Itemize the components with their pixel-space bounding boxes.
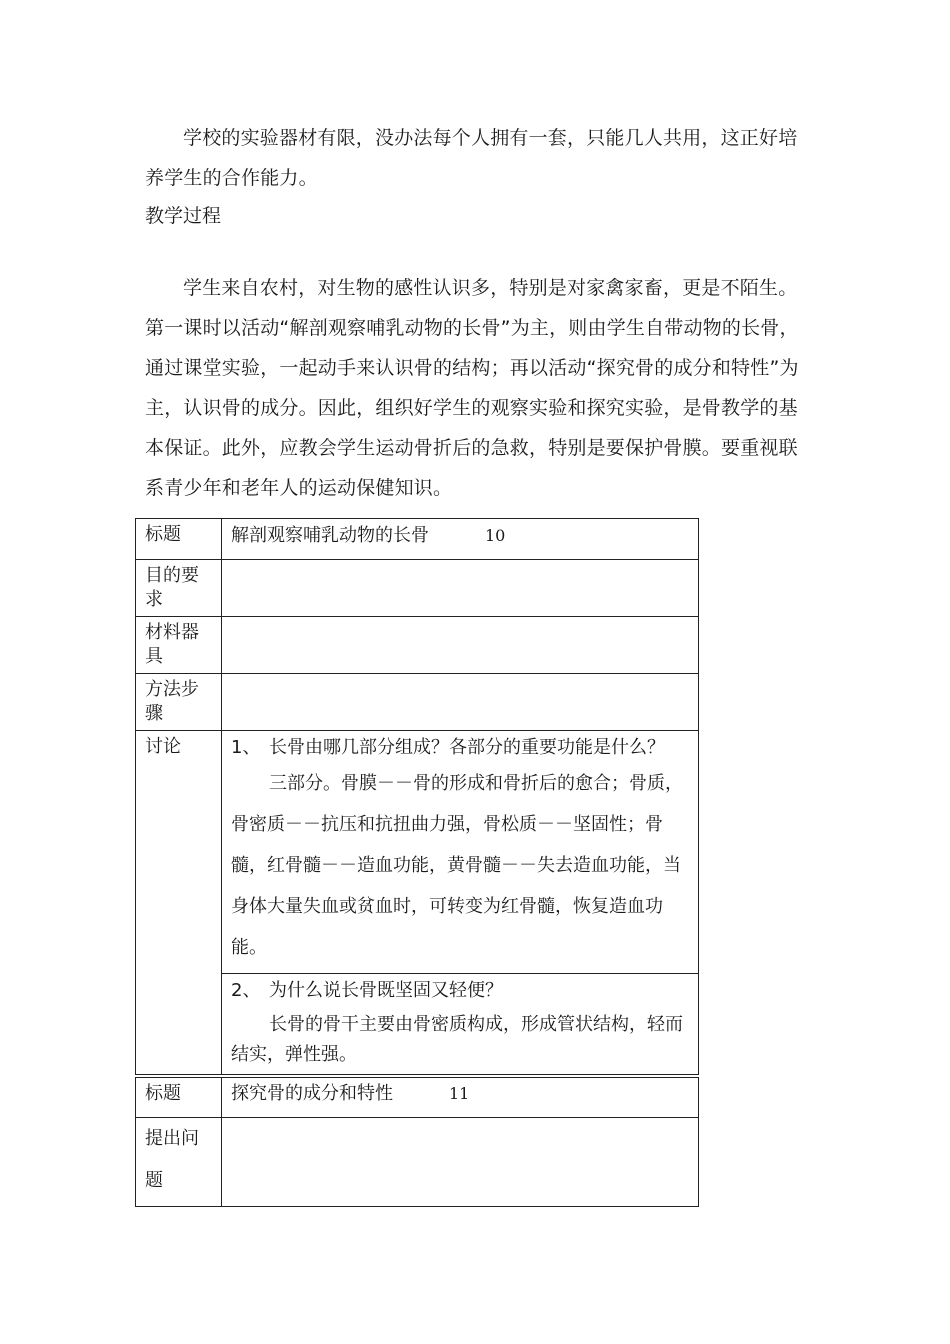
intro-paragraph-2: 学生来自农村，对生物的感性认识多，特别是对家禽家畜，更是不陌生。第一课时以活动“解剖观察哺乳动物的长骨”为主，则由学生自带动物的长骨，通过课堂实验，一起动手来认识骨的结构；再以活动“探究骨的成分和特性”为主，认识骨的成分。因此，组织好学生的观察实验和探究实验，是骨教学的基本保证。此外，应教会学生运动骨折后的急救，特别是要保护骨膜。要重视联系青少年和老年人的运动保健知识。 (145, 277, 799, 499)
title-cell (222, 519, 699, 560)
lab-table-1 (135, 518, 699, 1075)
table-row (136, 617, 699, 674)
discuss-q2-cell (222, 974, 699, 1075)
answer-1: 三部分。骨膜－－骨的形成和骨折后的愈合；骨质，骨密质－－抗压和抗扭曲力强，骨松质－－坚固性；骨髓，红骨髓－－造血功能，黄骨髓－－失去造血功能，当身体大量失血或贫血时，可转变为红骨髓，恢复造血功能。 (231, 773, 683, 958)
material-value (222, 617, 699, 674)
goal-value (222, 560, 699, 617)
title-value-2: 探究骨的成分和特性 (231, 1083, 393, 1104)
section-heading: 教学过程 (145, 205, 222, 227)
table-row (136, 731, 699, 974)
title-number-2: 11 (449, 1084, 470, 1103)
table-row (136, 1118, 699, 1207)
table-row (136, 519, 699, 560)
question-label: 提出问题 (136, 1118, 222, 1207)
method-value (222, 674, 699, 731)
discuss-q1-cell (222, 731, 699, 974)
question-value (222, 1118, 699, 1207)
table-row (136, 560, 699, 617)
title-label: 标题 (136, 519, 222, 560)
lab-table-2 (135, 1077, 699, 1207)
material-label: 材料器具 (136, 617, 222, 674)
title-cell-2 (222, 1078, 699, 1118)
title-label-2: 标题 (136, 1078, 222, 1118)
question-2-text: 为什么说长骨既坚固又轻便？ (269, 980, 503, 1001)
method-label: 方法步骤 (136, 674, 222, 731)
table-row (136, 1078, 699, 1118)
question-1 (231, 733, 690, 763)
answer-2: 长骨的骨干主要由骨密质构成，形成管状结构，轻而结实，弹性强。 (231, 1014, 683, 1065)
question-1-text: 长骨由哪几部分组成？各部分的重要功能是什么？ (269, 737, 665, 758)
title-number: 10 (485, 526, 506, 545)
title-value: 解剖观察哺乳动物的长骨 (231, 525, 429, 546)
discuss-label: 讨论 (136, 731, 222, 1075)
intro-paragraph-1: 学校的实验器材有限，没办法每个人拥有一套，只能几人共用，这正好培养学生的合作能力。 (145, 127, 798, 189)
goal-label: 目的要求 (136, 560, 222, 617)
table-row (136, 674, 699, 731)
question-1-index: 1、 (231, 737, 261, 758)
question-2-index: 2、 (231, 980, 261, 1001)
question-2 (231, 976, 690, 1006)
